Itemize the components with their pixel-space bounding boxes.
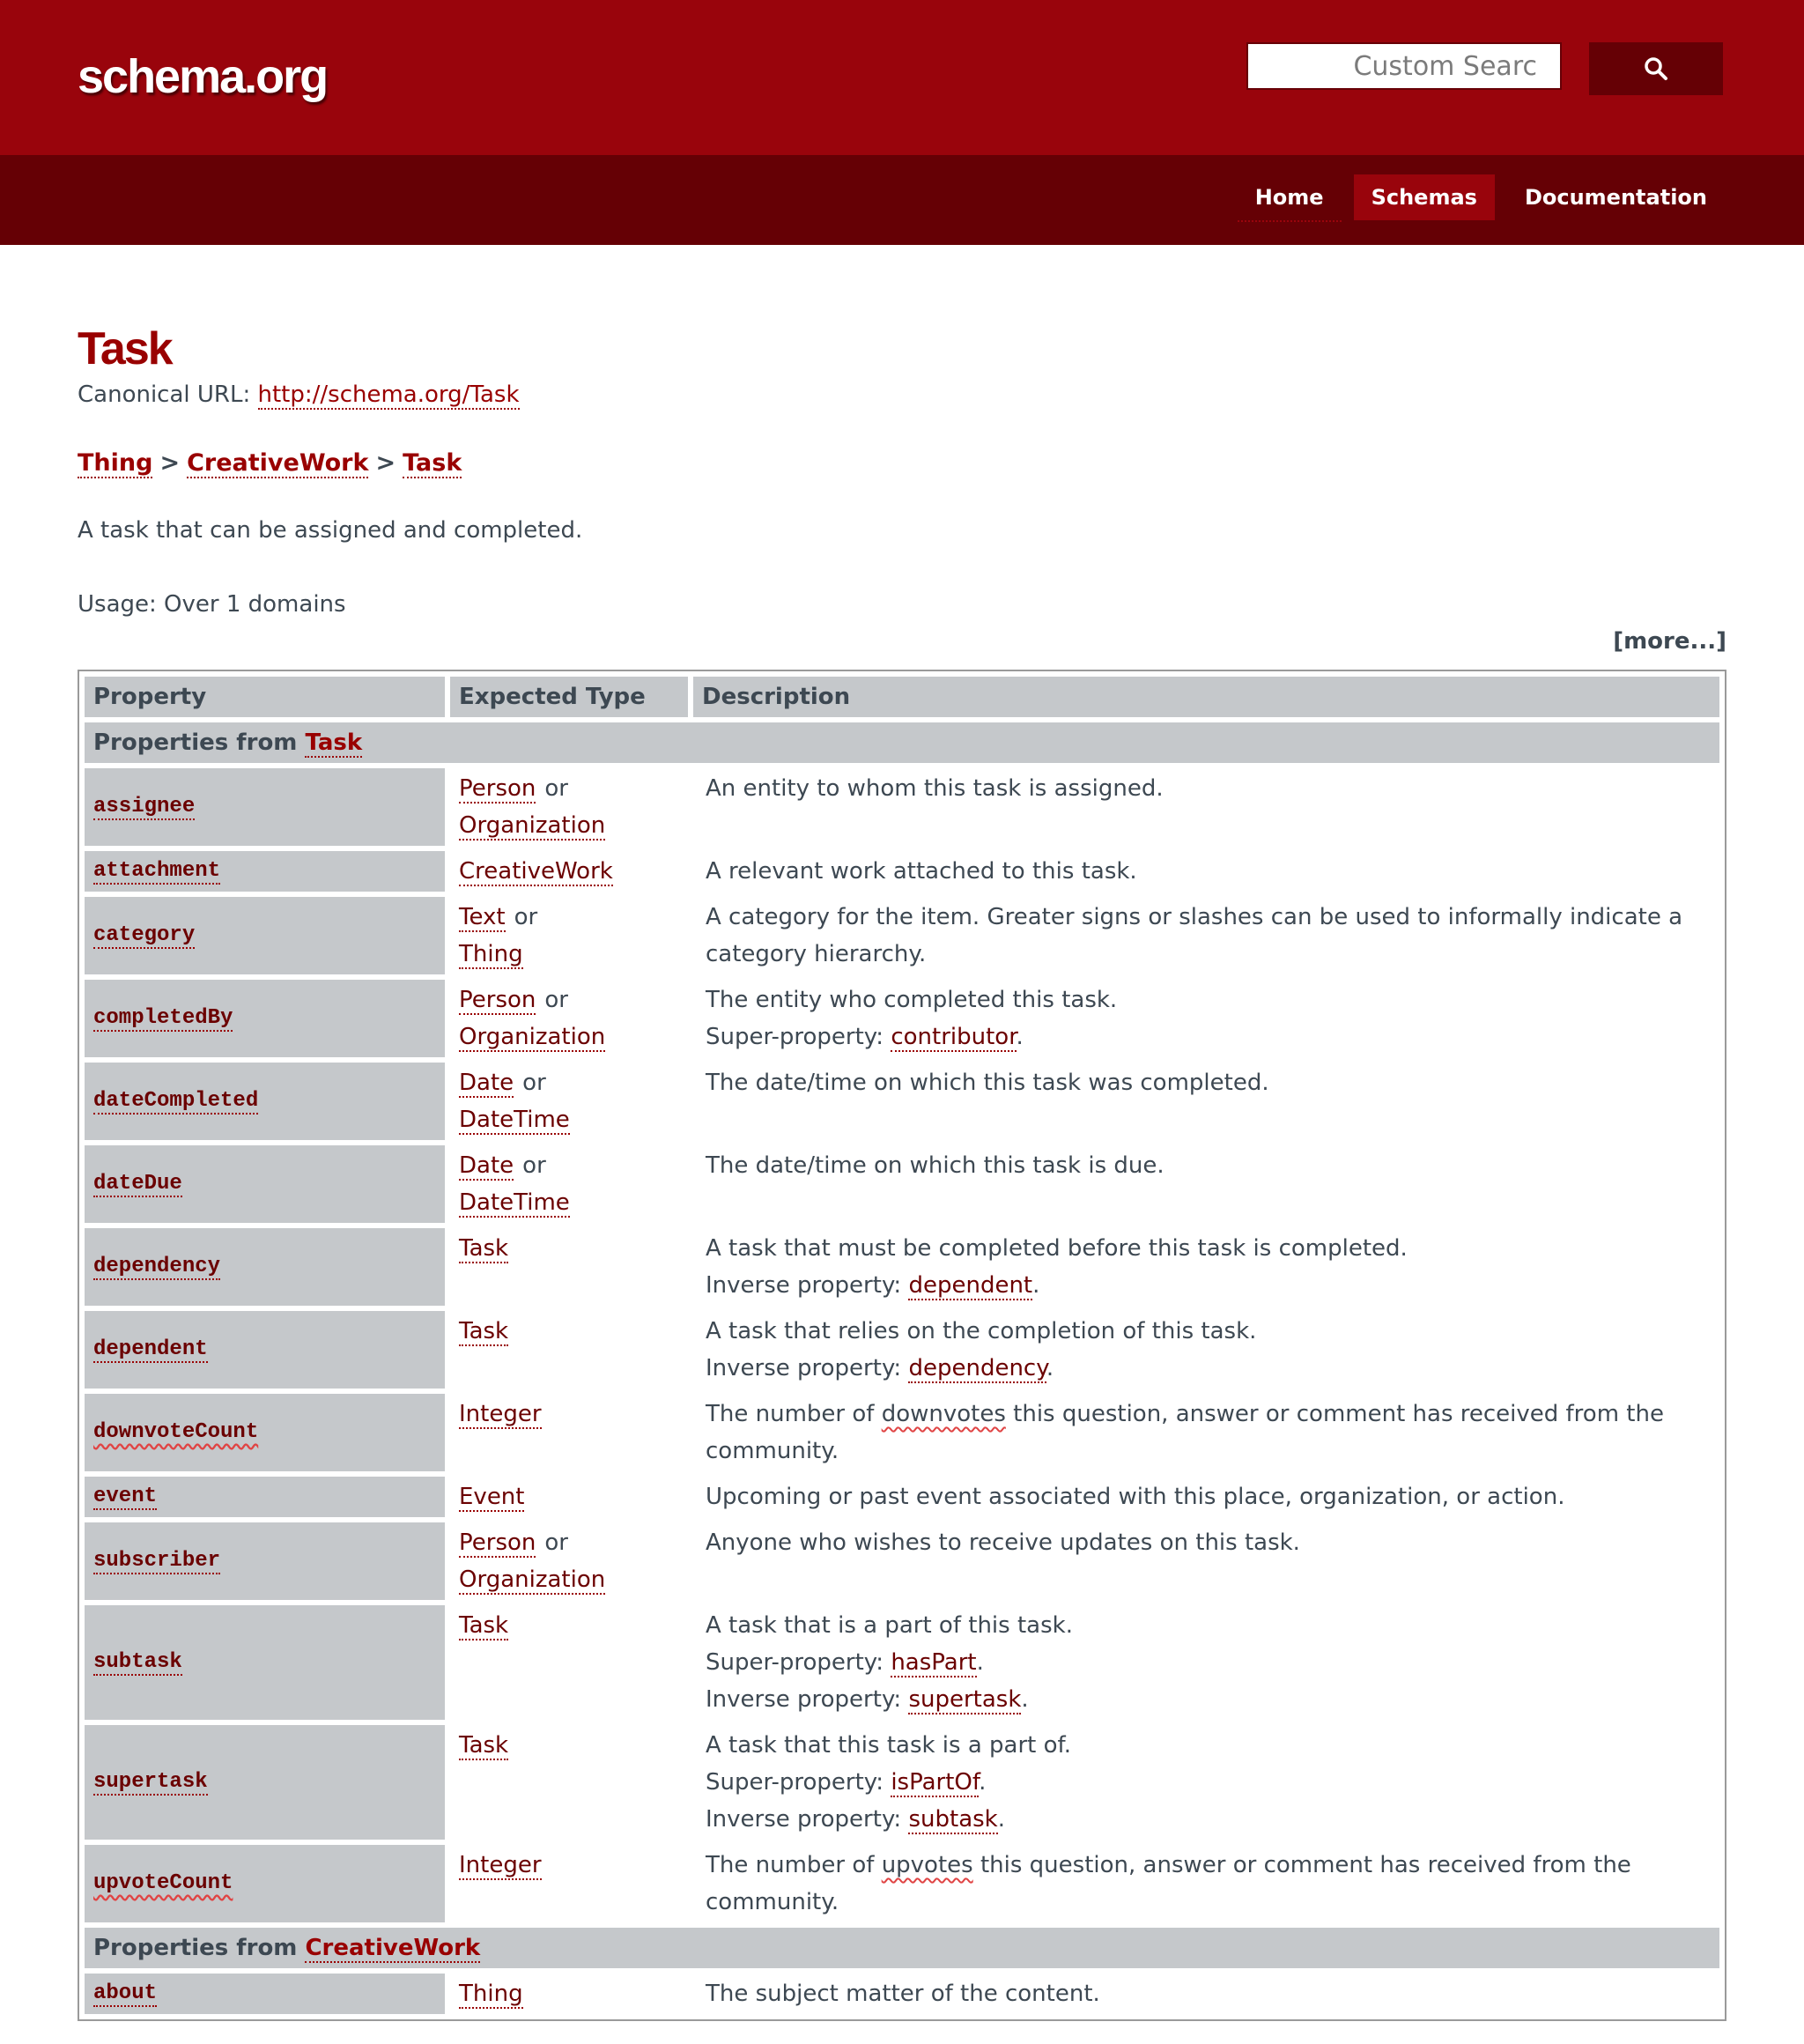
column-header-property: Property [85, 677, 445, 717]
main-content [0, 322, 1804, 2021]
description-cell: A task that must be completed before this task is completed. Inverse property: dependent. [706, 1235, 1408, 1299]
expected-type-cell [450, 1311, 688, 1389]
or-separator: or [544, 987, 568, 1013]
super-property-label: Super-property: [706, 1024, 891, 1050]
property-cell [85, 980, 445, 1057]
description-cell [693, 1063, 1719, 1140]
description-text: The entity who completed this task. [706, 987, 1118, 1013]
property-link[interactable]: supertask [93, 1770, 208, 1794]
table-row [85, 1228, 1719, 1306]
description-text: A task that is a part of this task. [706, 1612, 1073, 1639]
property-cell [85, 1394, 445, 1471]
type-link[interactable]: Integer [459, 1401, 542, 1427]
expected-type-cell [450, 1522, 688, 1600]
search-input[interactable] [1248, 44, 1560, 88]
inverse-property-link[interactable]: dependency [908, 1355, 1046, 1381]
section-prefix: Properties from [93, 1935, 306, 1961]
column-header-description: Description [693, 677, 1719, 717]
expected-type-cell [450, 897, 688, 974]
table-body [85, 722, 1719, 2014]
property-link[interactable]: dateCompleted [93, 1089, 259, 1113]
inverse-property-label: Inverse property: [706, 1355, 909, 1381]
section-prefix: Properties from [93, 729, 306, 756]
expected-type-cell [450, 1145, 688, 1223]
breadcrumb-creativework[interactable]: CreativeWork [187, 449, 369, 477]
canonical-label: Canonical URL: [78, 381, 251, 408]
table-row [85, 1974, 1719, 2014]
property-cell [85, 1477, 445, 1517]
type-link[interactable]: Task [459, 1732, 509, 1759]
main-nav [1225, 174, 1725, 220]
page-title: Task [78, 323, 172, 374]
type-link[interactable]: Thing [459, 941, 523, 967]
inverse-property-link[interactable]: subtask [908, 1806, 998, 1833]
description-text: The date/time on which this task is due. [706, 1152, 1164, 1179]
type-link[interactable]: Task [459, 1612, 509, 1639]
section-row [85, 722, 1719, 763]
table-row [85, 1394, 1719, 1471]
description-text: A task that this task is a part of. [706, 1732, 1072, 1759]
description-text: The date/time on which this task was completed. [706, 1070, 1269, 1096]
property-cell [85, 768, 445, 846]
or-separator: or [544, 775, 568, 802]
table-row [85, 1605, 1719, 1720]
site-header [0, 0, 1804, 245]
table-header-row [85, 677, 1719, 717]
type-link[interactable]: Person [459, 775, 536, 802]
super-property-link[interactable]: contributor [891, 1024, 1017, 1050]
section-type-link[interactable]: Task [305, 729, 363, 756]
expected-type-cell [450, 1477, 688, 1517]
description-cell [693, 851, 1719, 892]
table-row [85, 1477, 1719, 1517]
expected-type-cell [450, 1605, 688, 1720]
expected-type-cell [450, 1228, 688, 1306]
type-link[interactable]: Organization [459, 1024, 606, 1050]
property-cell [85, 1063, 445, 1140]
property-cell [85, 1522, 445, 1600]
super-property-label: Super-property: [706, 1649, 891, 1676]
description-cell: A task that this task is a part of. Super-property: isPartOf. Inverse property: subtask. [706, 1732, 1072, 1833]
expected-type-cell [450, 980, 688, 1057]
section-row [85, 1928, 1719, 1968]
super-property-link[interactable]: hasPart [891, 1649, 977, 1676]
description-cell [693, 1394, 1719, 1471]
expected-type-cell [450, 1845, 688, 1922]
more-link-row [78, 624, 1726, 659]
usage-info: Usage: Over 1 domains [78, 591, 346, 618]
search-box[interactable] [1246, 42, 1562, 90]
site-logo[interactable]: schema.org [78, 50, 328, 103]
table-row [85, 1145, 1719, 1223]
property-cell [85, 897, 445, 974]
description-cell: A task that relies on the completion of this task. Inverse property: dependency. [706, 1318, 1257, 1381]
nav-schemas[interactable]: Schemas [1354, 174, 1495, 220]
inverse-property-label: Inverse property: [706, 1686, 909, 1713]
canonical-url-link[interactable]: http://schema.org/Task [257, 381, 520, 408]
type-link[interactable]: Organization [459, 1566, 606, 1593]
description-text: The number of upvotes this question, answer or comment has received from the community. [706, 1852, 1631, 1915]
description-text: Upcoming or past event associated with this place, organization, or action. [706, 1484, 1565, 1510]
property-cell [85, 1974, 445, 2014]
table-row [85, 1311, 1719, 1389]
table-row [85, 1845, 1719, 1922]
misspelled-word: downvotes [881, 1401, 1006, 1427]
type-link[interactable]: Event [459, 1484, 525, 1510]
header-top-bar [0, 0, 1804, 155]
property-cell [85, 1725, 445, 1840]
property-cell [85, 1228, 445, 1306]
search-icon [1643, 56, 1669, 82]
property-cell [85, 1311, 445, 1389]
property-link[interactable]: downvoteCount [93, 1420, 259, 1444]
property-link[interactable]: attachment [93, 859, 221, 883]
type-link[interactable]: Organization [459, 812, 606, 839]
type-link[interactable]: Integer [459, 1852, 542, 1878]
description-text: A category for the item. Greater signs or slashes can be used to informally indicate a category hierarchy. [706, 904, 1683, 967]
breadcrumb-separator: > [159, 449, 181, 477]
section-header [85, 1928, 1719, 1968]
description-text: A relevant work attached to this task. [706, 858, 1137, 885]
description-text: The subject matter of the content. [706, 1981, 1100, 2007]
description-text: The number of downvotes this question, answer or comment has received from the community. [706, 1401, 1664, 1464]
or-separator: or [522, 1152, 546, 1179]
breadcrumb [78, 446, 1726, 481]
table-row [85, 897, 1719, 974]
property-cell [85, 1845, 445, 1922]
table-row [85, 980, 1719, 1057]
description-text: A task that relies on the completion of this task. [706, 1318, 1257, 1344]
property-link[interactable]: upvoteCount [93, 1871, 233, 1895]
property-link[interactable]: completedBy [93, 1006, 233, 1030]
type-link[interactable]: Date [459, 1070, 514, 1096]
property-link[interactable]: event [93, 1485, 158, 1508]
description-cell: The entity who completed this task. Super-property: contributor. [706, 987, 1118, 1050]
property-link[interactable]: dependency [93, 1255, 221, 1278]
description-cell [693, 1145, 1719, 1223]
inverse-property-link[interactable]: dependent [908, 1272, 1033, 1299]
property-link[interactable]: subscriber [93, 1549, 221, 1573]
misspelled-word: upvotes [881, 1852, 973, 1878]
property-link[interactable]: dateDue [93, 1172, 182, 1196]
properties-table [78, 670, 1726, 2021]
section-header [85, 722, 1719, 763]
description-cell: A task that is a part of this task. Super-property: hasPart. Inverse property: supertask. [706, 1612, 1073, 1713]
type-link[interactable]: Task [459, 1235, 509, 1262]
description-cell [693, 897, 1719, 974]
table-row [85, 768, 1719, 846]
inverse-property-label: Inverse property: [706, 1272, 909, 1299]
description-cell [693, 1477, 1719, 1517]
breadcrumb-task[interactable]: Task [403, 449, 462, 477]
type-link[interactable]: Text [459, 904, 506, 930]
type-link[interactable]: DateTime [459, 1107, 570, 1133]
description-cell [693, 768, 1719, 846]
property-link[interactable]: subtask [93, 1650, 182, 1674]
table-row [85, 1063, 1719, 1140]
table-row [85, 1522, 1719, 1600]
inverse-property-link[interactable]: supertask [908, 1686, 1022, 1713]
canonical-url-line [78, 377, 1726, 412]
inverse-property-label: Inverse property: [706, 1806, 909, 1833]
property-link[interactable]: dependent [93, 1337, 208, 1361]
type-link[interactable]: DateTime [459, 1189, 570, 1216]
nav-documentation[interactable]: Documentation [1524, 185, 1707, 210]
breadcrumb-thing[interactable]: Thing [78, 449, 153, 477]
expected-type-cell [450, 1063, 688, 1140]
super-property-label: Super-property: [706, 1769, 891, 1796]
expected-type-cell [450, 768, 688, 846]
description-cell [693, 1522, 1719, 1600]
description-cell [693, 1845, 1719, 1922]
expected-type-cell [450, 1394, 688, 1471]
property-link[interactable]: about [93, 1981, 158, 2005]
nav-home[interactable]: Home [1238, 174, 1342, 220]
or-separator: or [514, 904, 538, 930]
property-cell [85, 1605, 445, 1720]
type-link[interactable]: Person [459, 1529, 536, 1556]
nav-bar [0, 155, 1804, 245]
table-row [85, 1725, 1719, 1840]
super-property-link[interactable]: isPartOf [891, 1769, 980, 1796]
type-link[interactable]: Task [459, 1318, 509, 1344]
column-header-expected-type: Expected Type [450, 677, 688, 717]
description-text: A task that must be completed before this task is completed. [706, 1235, 1408, 1262]
type-link[interactable]: Date [459, 1152, 514, 1179]
breadcrumb-separator: > [375, 449, 396, 477]
property-link[interactable]: assignee [93, 795, 196, 818]
description-text: An entity to whom this task is assigned. [706, 775, 1164, 802]
or-separator: or [522, 1070, 546, 1096]
type-link[interactable]: CreativeWork [459, 858, 613, 885]
expected-type-cell [450, 851, 688, 892]
property-cell [85, 1145, 445, 1223]
description-text: Anyone who wishes to receive updates on this task. [706, 1529, 1300, 1556]
section-type-link[interactable]: CreativeWork [305, 1935, 481, 1961]
description-cell [693, 1974, 1719, 2014]
expected-type-cell [450, 1974, 688, 2014]
or-separator: or [544, 1529, 568, 1556]
property-cell [85, 851, 445, 892]
type-link[interactable]: Person [459, 987, 536, 1013]
expected-type-cell [450, 1725, 688, 1840]
search-button[interactable] [1589, 42, 1723, 95]
table-row [85, 851, 1719, 892]
type-link[interactable]: Thing [459, 1981, 523, 2007]
property-link[interactable]: category [93, 923, 196, 947]
type-description: A task that can be assigned and completed. [78, 517, 583, 544]
more-link[interactable]: [more...] [1613, 628, 1726, 655]
